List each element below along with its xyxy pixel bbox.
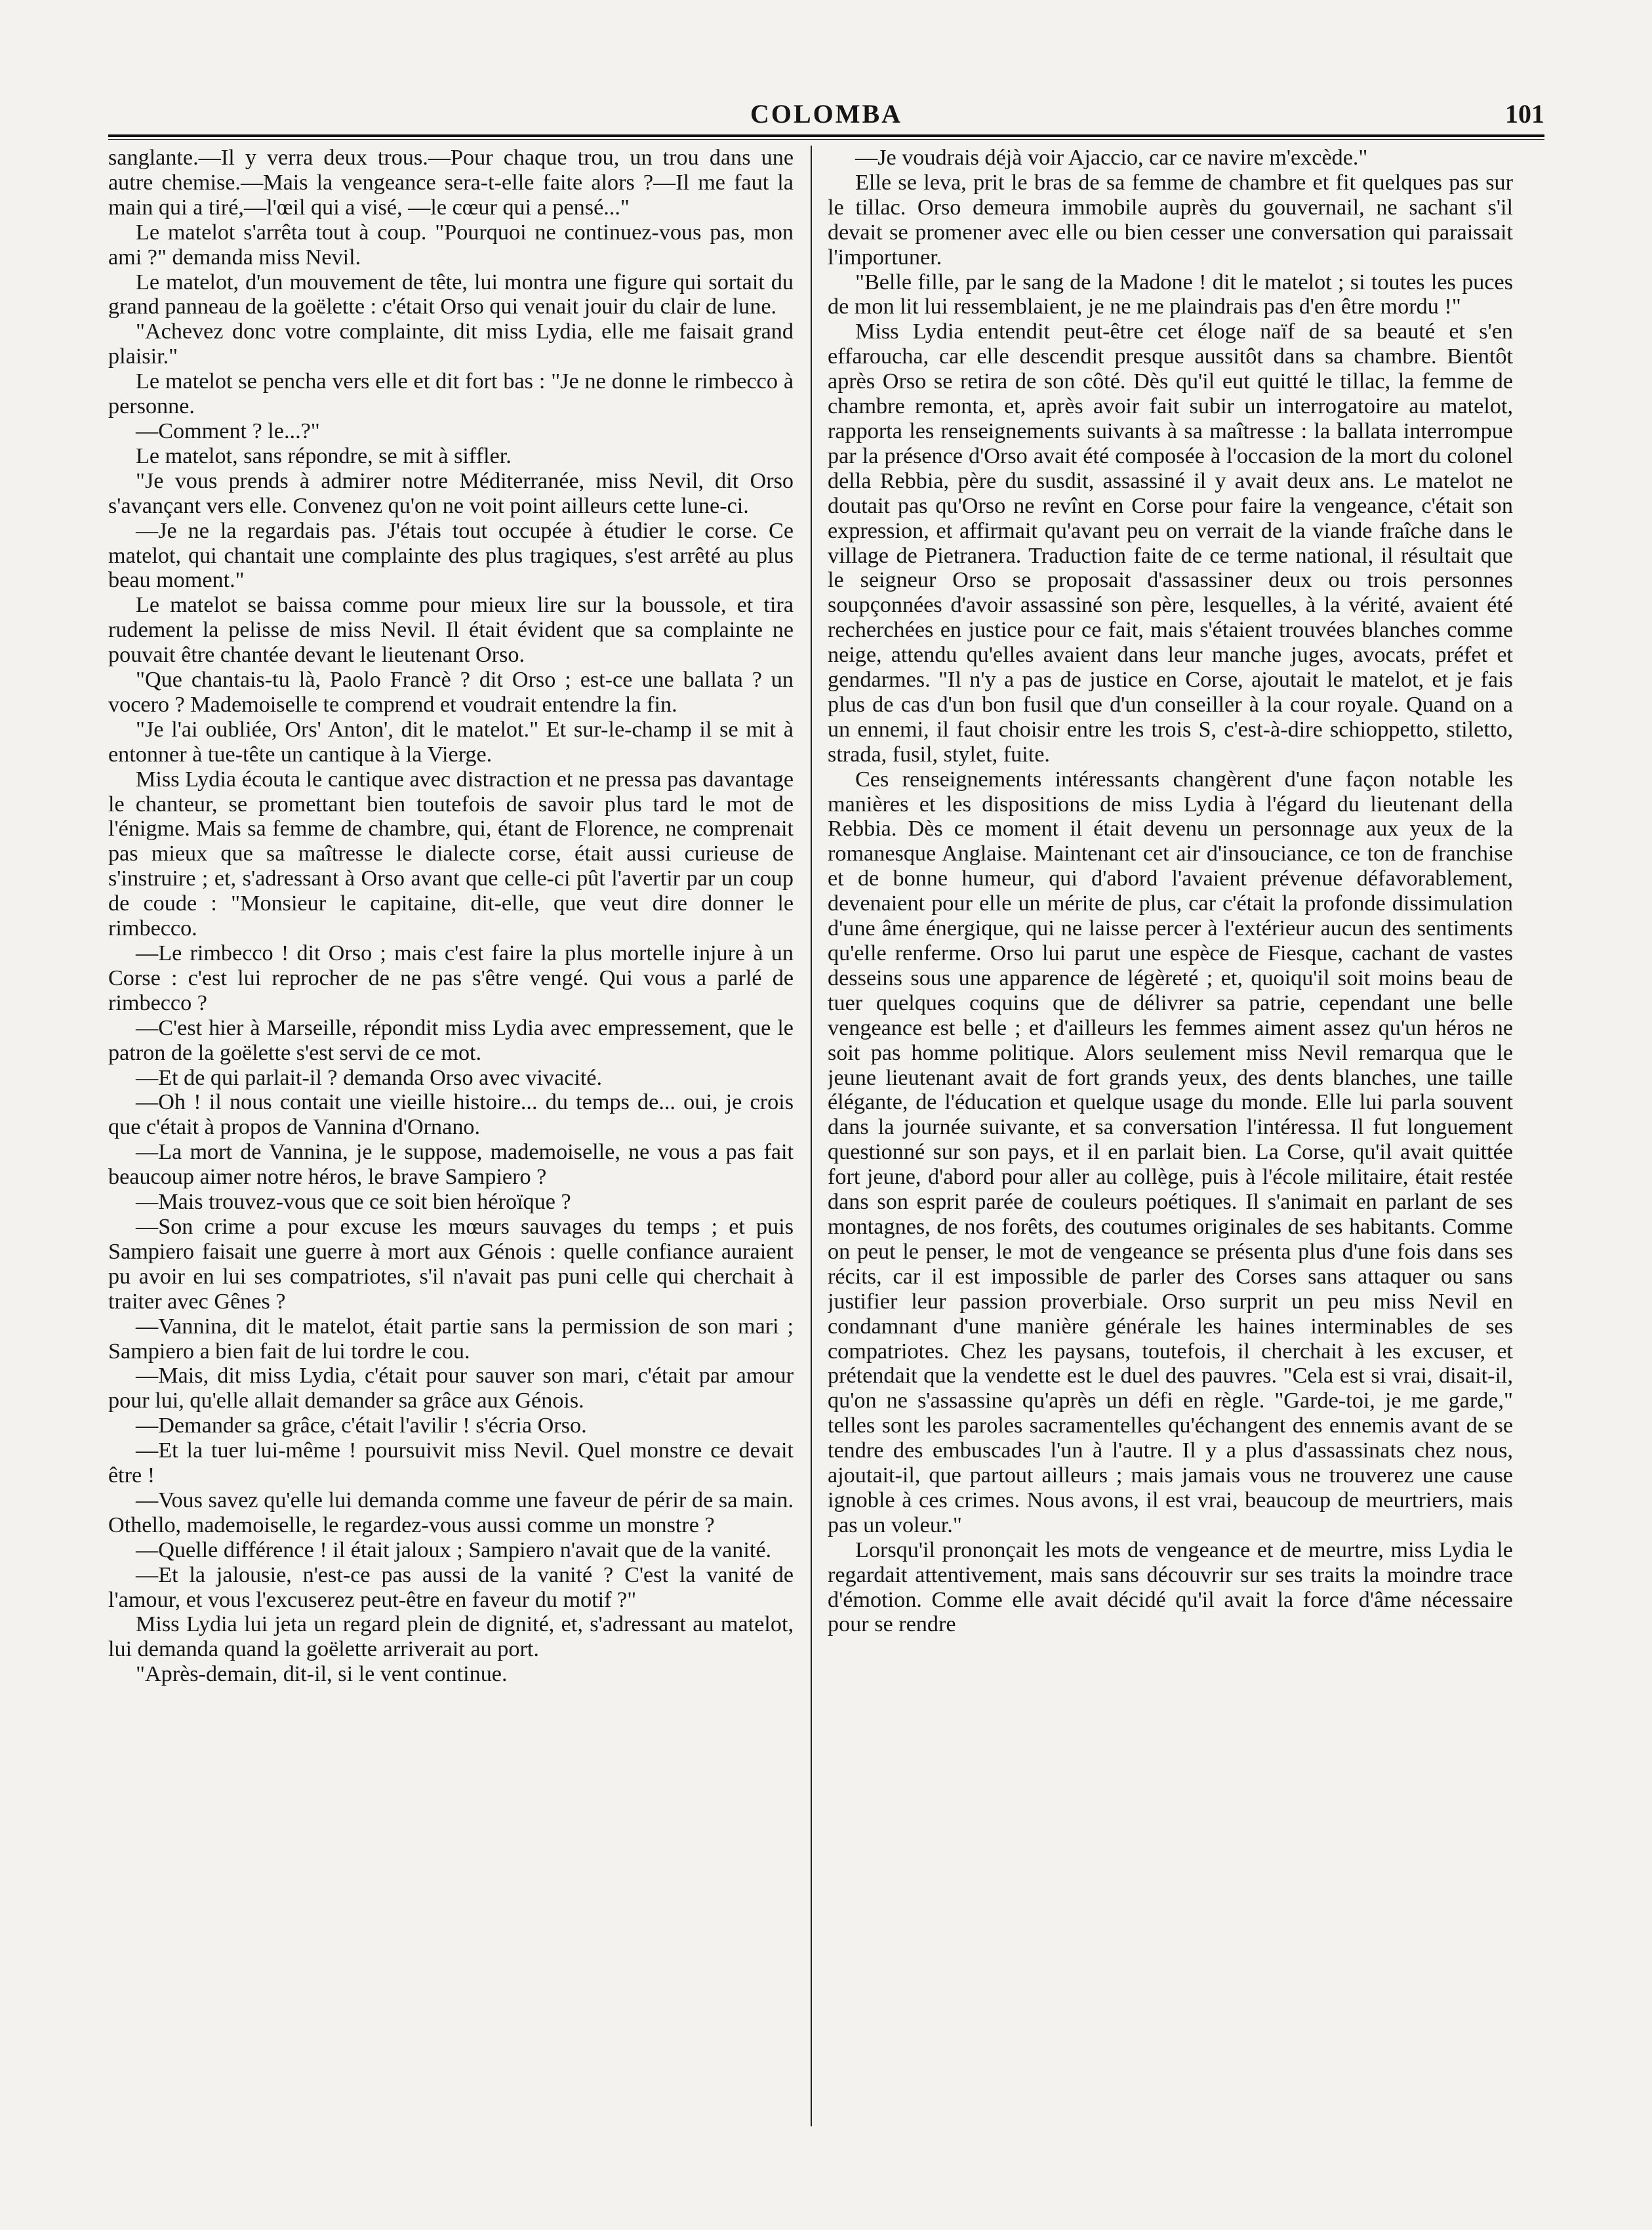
- paragraph: Le matelot, sans répondre, se mit à siffler.: [136, 443, 512, 468]
- paragraph: —Mais trouvez-vous que ce soit bien héroïque ?: [136, 1190, 571, 1215]
- paragraph: Lorsqu'il prononçait les mots de vengeance et de meurtre, miss Lydia le regardait attentivement, mais sans découvrir sur ses traits la moindre trace d'émotion. Comme elle avait décidé qu'il avait la force d'âme nécessaire pour se rendre: [828, 1537, 1513, 1637]
- paragraph: Le matelot s'arrêta tout à coup. "Pourquoi ne continuez-vous pas, mon ami ?" demanda miss Nevil.: [108, 220, 794, 270]
- paragraph: —Comment ? le...?": [136, 418, 320, 443]
- page-number: 101: [1505, 99, 1544, 129]
- paragraph: "Après-demain, dit-il, si le vent continue.: [136, 1662, 508, 1687]
- paragraph: —C'est hier à Marseille, répondit miss Lydia avec empressement, que le patron de la goëlette s'est servi de ce mot.: [108, 1015, 794, 1065]
- running-title: COLOMBA: [750, 99, 903, 129]
- paragraph: —Vous savez qu'elle lui demanda comme une faveur de périr de sa main. Othello, mademoiselle, le regardez-vous aussi comme un monstre ?: [108, 1488, 794, 1537]
- paragraph: Elle se leva, prit le bras de sa femme de chambre et fit quelques pas sur le tillac. Orso demeura immobile auprès du gouvernail, ne sachant s'il devait se promener avec elle ou bien cesser une conversation qui paraissait l'importuner.: [828, 170, 1513, 270]
- paragraph: "Belle fille, par le sang de la Madone ! dit le matelot ; si toutes les puces de mon lit lui ressemblaient, je ne me plaindrais pas d'en être mordu !": [828, 270, 1513, 319]
- paragraph: Miss Lydia lui jeta un regard plein de dignité, et, s'adressant au matelot, lui demanda quand la goëlette arriverait au port.: [108, 1612, 794, 1662]
- paragraph: Ces renseignements intéressants changèrent d'une façon notable les manières et les dispositions de miss Lydia à l'égard du lieutenant della Rebbia. Dès ce moment il était devenu un personnage aux yeux de la romanesque Anglaise. Maintenant cet air d'insouciance, ce ton de franchise et de bonne humeur, qui d'abord l'avaient prévenue défavorablement, devenaient pour elle un mérite de plus, car c'était la profonde dissimulation d'une âme énergique, qui ne laisse percer à l'extérieur aucun des sentiments qu'elle renferme. Orso lui parut une espèce de Fiesque, cachant de vastes desseins sous une apparence de légèreté ; et, quoiqu'il soit moins beau de tuer quelques coquins que de délivrer sa patrie, cependant une belle vengeance est belle ; et d'ailleurs les femmes aiment assez qu'un héros ne soit pas homme politique. Alors seulement miss Nevil remarqua que le jeune lieutenant avait de fort grands yeux, des dents blanches, une taille élégante, de l'éducation et quelque usage du monde. Elle lui parla souvent dans la journée suivante, et sa conversation l'intéressa. Il fut longuement questionné sur son pays, et il en parlait bien. La Corse, qu'il avait quittée fort jeune, d'abord pour aller au collège, puis à l'école militaire, était restée dans son esprit parée de couleurs poétiques. Il s'animait en parlant de ses montagnes, de nos forêts, des coutumes originales de ses habitants. Comme on peut le penser, le mot de vengeance se présenta plus d'une fois dans ses récits, car il est impossible de parler des Corses sans attaquer ou sans justifier leur passion proverbiale. Orso surprit un peu miss Nevil en condamnant d'une manière générale les haines interminables de ses compatriotes. Chez les paysans, toutefois, il cherchait à les excuser, et prétendait que la vendette est le duel des pauvres. "Cela est si vrai, disait-il, qu'on ne s'assassine qu'après un défi en règle. "Garde-toi, je me garde," telles sont les paroles sacramentelles qu'échangent des ennemis avant de se tendre des embuscades l'un à l'autre. Il y a plus d'assassinats chez nous, ajoutait-il, que partout ailleurs ; mais jamais vous ne trouverez une cause ignoble à ces crimes. Nous avons, il est vrai, beaucoup de meurtriers, mais pas un voleur.": [828, 767, 1513, 1537]
- paragraph: Le matelot, d'un mouvement de tête, lui montra une figure qui sortait du grand panneau de la goëlette : c'était Orso qui venait jouir du clair de lune.: [108, 270, 794, 319]
- paragraph: —Le rimbecco ! dit Orso ; mais c'est faire la plus mortelle injure à un Corse : c'est lui reprocher de ne pas s'être vengé. Qui vous a parlé de rimbecco ?: [108, 941, 794, 1015]
- paragraph: —Et la jalousie, n'est-ce pas aussi de la vanité ? C'est la vanité de l'amour, et vous l'excuserez peut-être en faveur du motif ?": [108, 1562, 794, 1612]
- paragraph: "Je l'ai oubliée, Ors' Anton', dit le matelot." Et sur-le-champ il se mit à entonner à tue-tête un cantique à la Vierge.: [108, 717, 794, 767]
- paragraph: —Je voudrais déjà voir Ajaccio, car ce navire m'excède.": [855, 146, 1368, 170]
- paragraph: Le matelot se baissa comme pour mieux lire sur la boussole, et tira rudement la pelisse de miss Nevil. Il était évident que sa complainte ne pouvait être chantée devant le lieutenant Orso.: [108, 593, 794, 668]
- paragraph: "Achevez donc votre complainte, dit miss Lydia, elle me faisait grand plaisir.": [108, 319, 794, 369]
- paragraph: —Et la tuer lui-même ! poursuivit miss Nevil. Quel monstre ce devait être !: [108, 1438, 794, 1488]
- column-divider: [811, 146, 812, 2126]
- paragraph: —Et de qui parlait-il ? demanda Orso avec vivacité.: [136, 1065, 603, 1090]
- header-rule: [108, 134, 1544, 140]
- paragraph: Le matelot se pencha vers elle et dit fort bas : "Je ne donne le rimbecco à personne.: [108, 369, 794, 419]
- paragraph: —Son crime a pour excuse les mœurs sauvages du temps ; et puis Sampiero faisait une guerre à mort aux Génois : quelle confiance auraient pu avoir en lui ses compatriotes, s'il n'avait pas puni celle qui cherchait à traiter avec Gênes ?: [108, 1214, 794, 1314]
- paragraph: —Demander sa grâce, c'était l'avilir ! s'écria Orso.: [136, 1413, 587, 1438]
- paragraph: sanglante.—Il y verra deux trous.—Pour chaque trou, un trou dans une autre chemise.—Mais la vengeance sera-t-elle faite alors ?—Il me faut la main qui a tiré,—l'œil qui a visé, —le cœur qui a pensé...": [108, 146, 794, 220]
- paragraph: —Vannina, dit le matelot, était partie sans la permission de son mari ; Sampiero a bien fait de lui tordre le cou.: [108, 1314, 794, 1364]
- paragraph: "Que chantais-tu là, Paolo Francè ? dit Orso ; est-ce une ballata ? un vocero ? Mademoiselle te comprend et voudrait entendre la fin.: [108, 668, 794, 717]
- paragraph: —Je ne la regardais pas. J'étais tout occupée à étudier le corse. Ce matelot, qui chantait une complainte des plus tragiques, s'est arrêté au plus beau moment.": [108, 518, 794, 593]
- paragraph: "Je vous prends à admirer notre Méditerranée, miss Nevil, dit Orso s'avançant vers elle. Convenez qu'on ne voit point ailleurs cette lune-ci.: [108, 468, 794, 518]
- paragraph: —Mais, dit miss Lydia, c'était pour sauver son mari, c'était par amour pour lui, qu'elle allait demander sa grâce aux Génois.: [108, 1364, 794, 1413]
- left-column: [108, 146, 794, 2166]
- paragraph: Miss Lydia écouta le cantique avec distraction et ne pressa pas davantage le chanteur, se promettant bien toutefois de savoir plus tard le mot de l'énigme. Mais sa femme de chambre, qui, étant de Florence, ne comprenait pas mieux que sa maîtresse le dialecte corse, était aussi curieuse de s'instruire ; et, s'adressant à Orso avant que celle-ci pût l'avertir par un coup de coude : "Monsieur le capitaine, dit-elle, que veut dire donner le rimbecco.: [108, 767, 794, 941]
- paragraph: —Oh ! il nous contait une vieille histoire... du temps de... oui, je crois que c'était à propos de Vannina d'Ornano.: [108, 1090, 794, 1140]
- paragraph: —La mort de Vannina, je le suppose, mademoiselle, ne vous a pas fait beaucoup aimer notre héros, le brave Sampiero ?: [108, 1140, 794, 1190]
- right-column: [828, 146, 1513, 2166]
- page-header: [108, 98, 1544, 131]
- paragraph: Miss Lydia entendit peut-être cet éloge naïf de sa beauté et s'en effaroucha, car elle descendit presque aussitôt dans sa chambre. Bientôt après Orso se retira de son côté. Dès qu'il eut quitté le tillac, la femme de chambre remonta, et, après avoir fait subir un interrogatoire au matelot, rapporta les renseignements suivants à sa maîtresse : la ballata interrompue par la présence d'Orso avait été composée à l'occasion de la mort du colonel della Rebbia, père du susdit, assassiné il y avait deux ans. Le matelot ne doutait pas qu'Orso ne revînt en Corse pour faire la vengeance, c'était son expression, et affirmait qu'avant peu on verrait de la viande fraîche dans le village de Pietranera. Traduction faite de ce terme national, il résultait que le seigneur Orso se proposait d'assassiner deux ou trois personnes soupçonnées d'avoir assassiné son père, lesquelles, à la vérité, avaient été recherchées en justice pour ce fait, mais s'étaient trouvées blanches comme neige, attendu qu'elles avaient dans leur manche juges, avocats, préfet et gendarmes. "Il n'y a pas de justice en Corse, ajoutait le matelot, et je fais plus de cas d'un bon fusil que d'un conseiller à la cour royale. Quand on a un ennemi, il faut choisir entre les trois S, c'est-à-dire schioppetto, stiletto, strada, fusil, stylet, fuite.: [828, 319, 1513, 767]
- paragraph: —Quelle différence ! il était jaloux ; Sampiero n'avait que de la vanité.: [136, 1537, 772, 1562]
